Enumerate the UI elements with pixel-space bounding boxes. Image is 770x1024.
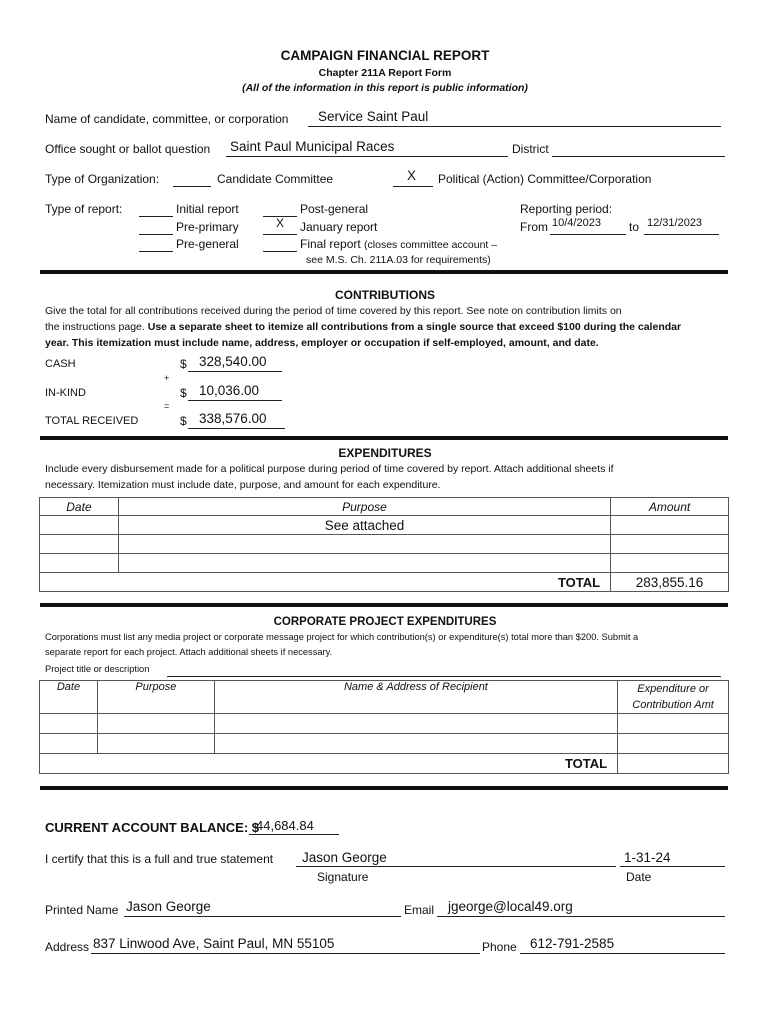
reporting-period-label: Reporting period: [520,202,613,216]
signature-underline [296,866,616,867]
table-header-row [40,681,729,714]
row-date[interactable] [40,714,98,734]
plus-sign: + [164,373,170,383]
printed-name-label: Printed Name [45,903,119,917]
date-underline [620,866,725,867]
balance-field[interactable]: 44,684.84 [256,818,314,833]
email-label: Email [404,903,435,917]
january-report-checkbox[interactable]: X [276,216,285,230]
date-label: Date [626,870,652,884]
equals-sign: = [164,401,170,411]
signature-field[interactable]: Jason George [302,850,387,865]
email-underline [437,916,725,917]
project-title-field[interactable] [167,676,721,677]
col-purpose: Purpose [118,498,610,516]
table-row[interactable] [40,734,729,754]
inkind-dollar-sign: $ [180,386,187,400]
final-report-checkbox[interactable] [263,251,297,252]
col-purpose: Purpose [97,681,214,714]
report-type-label: Type of report: [45,202,123,216]
col-date: Date [40,681,98,714]
contributions-text-2b: Use a separate sheet to itemize all contributions from a single source that exceed $100 during the calendar [147,321,682,333]
candidate-name-underline [308,126,721,127]
page-subtitle: Chapter 211A Report Form [318,67,452,79]
corporate-text-1: Corporations must list any media project or corporate message project for which contribution(s) or expenditure(s) total more than $200. Submit a [45,632,639,642]
section-divider [40,270,728,274]
row-date[interactable] [40,734,98,754]
col-amount-line-1: Expenditure or [637,683,709,695]
phone-field[interactable]: 612-791-2585 [530,936,615,951]
expenditures-table [39,497,729,592]
table-row[interactable] [40,554,729,573]
corporate-table [39,680,729,774]
contributions-text-2 [45,321,681,333]
pre-primary-label: Pre-primary [176,220,239,234]
post-general-label: Post-general [300,202,369,216]
row-date[interactable] [40,554,119,573]
pre-general-label: Pre-general [176,237,239,251]
candidate-name-field[interactable]: Service Saint Paul [318,109,429,124]
address-field[interactable]: 837 Linwood Ave, Saint Paul, MN 55105 [93,936,335,951]
corporate-heading: CORPORATE PROJECT EXPENDITURES [273,616,497,628]
contributions-text-2a: the instructions page. [45,321,148,333]
address-label: Address [45,940,90,954]
row-purpose[interactable] [97,714,214,734]
row-amount[interactable] [618,714,729,734]
corporate-total-field[interactable] [618,754,729,774]
office-label: Office sought or ballot question [45,142,211,156]
col-amount-line-2: Contribution Amt [632,699,714,711]
expenditures-text-1: Include every disbursement made for a political purpose during period of time covered by report. Attach additional sheets if [45,463,614,475]
total-received-label: TOTAL RECEIVED [45,415,139,427]
january-report-checkbox-line [263,234,297,235]
row-date[interactable] [40,535,119,554]
cash-field[interactable]: 328,540.00 [199,354,267,369]
row-recipient[interactable] [214,714,617,734]
district-field[interactable] [552,156,725,157]
table-row[interactable] [40,535,729,554]
address-underline [91,953,480,954]
inkind-underline [188,400,282,401]
to-label: to [629,220,640,234]
printed-name-field[interactable]: Jason George [126,899,211,914]
initial-report-checkbox[interactable] [139,216,173,217]
phone-underline [520,953,725,954]
total-received-field[interactable]: 338,576.00 [199,411,267,426]
col-recipient: Name & Address of Recipient [214,681,617,714]
balance-underline [249,834,339,835]
row-amount[interactable] [618,734,729,754]
contributions-text-3: year. This itemization must include name, address, employer or occupation if self-employed, amount, and date. [45,337,599,349]
office-underline [226,156,508,157]
phone-label: Phone [482,940,517,954]
expenditures-total-field[interactable]: 283,855.16 [611,573,729,592]
cash-dollar-sign: $ [180,357,187,371]
org-type-label: Type of Organization: [45,172,160,186]
total-received-underline [188,428,285,429]
table-total-row [40,754,729,774]
expenditures-heading: EXPENDITURES [338,446,432,460]
from-label: From [520,220,548,234]
total-dollar-sign: $ [180,414,187,428]
project-title-label: Project title or description [45,664,150,674]
pre-primary-checkbox[interactable] [139,234,173,235]
inkind-label: IN-KIND [45,387,86,399]
january-report-label: January report [300,220,378,234]
political-committee-checkbox-line [393,186,433,187]
table-total-row [40,573,729,592]
pre-general-checkbox[interactable] [139,251,173,252]
inkind-field[interactable]: 10,036.00 [199,383,260,398]
page-title: CAMPAIGN FINANCIAL REPORT [280,48,490,63]
row-recipient[interactable] [214,734,617,754]
row-amount[interactable] [611,554,729,573]
printed-name-underline [124,916,401,917]
corporate-text-2: separate report for each project. Attach additional sheets if necessary. [45,647,333,657]
balance-label: CURRENT ACCOUNT BALANCE: $ [45,820,260,835]
table-row[interactable] [40,516,729,535]
row-purpose[interactable] [97,734,214,754]
contributions-heading: CONTRIBUTIONS [335,288,435,302]
contributions-text-1: Give the total for all contributions received during the period of time covered by this report. See note on contribution limits on [45,305,622,317]
corporate-total-label: TOTAL [40,754,618,774]
candidate-committee-checkbox[interactable] [173,186,211,187]
office-field[interactable]: Saint Paul Municipal Races [230,139,395,154]
candidate-name-label: Name of candidate, committee, or corporation [45,112,289,126]
expenditures-text-2: necessary. Itemization must include date, purpose, and amount for each expenditure. [45,479,441,491]
final-report-text: Final report [300,237,361,251]
certify-label: I certify that this is a full and true statement [45,852,274,866]
final-report-note: (closes committee account – [364,239,498,251]
to-date-field[interactable]: 12/31/2023 [647,217,703,229]
final-report-label [300,237,497,251]
row-purpose[interactable] [118,535,610,554]
public-info-note: (All of the information in this report is public information) [242,82,528,94]
political-committee-checkbox[interactable]: X [407,168,417,183]
col-amount: Amount [611,498,729,516]
date-field[interactable]: 1-31-24 [624,850,671,865]
row-amount[interactable] [611,516,729,535]
table-header-row [40,498,729,516]
email-field[interactable]: jgeorge@local49.org [448,899,573,914]
district-label: District [512,142,549,156]
row-purpose[interactable] [118,554,610,573]
section-divider [40,603,728,607]
initial-report-label: Initial report [176,202,239,216]
expenditures-total-label: TOTAL [40,573,611,592]
candidate-committee-label: Candidate Committee [217,172,334,186]
row-amount[interactable] [611,535,729,554]
col-date: Date [40,498,119,516]
to-underline [644,234,719,235]
final-report-note-2: see M.S. Ch. 211A.03 for requirements) [306,254,491,266]
political-committee-label: Political (Action) Committee/Corporation [438,172,652,186]
signature-label: Signature [317,870,369,884]
table-row[interactable] [40,714,729,734]
cash-label: CASH [45,358,76,370]
row-date[interactable] [40,516,119,535]
from-date-field[interactable]: 10/4/2023 [552,217,601,229]
cash-underline [188,371,282,372]
section-divider [40,436,728,440]
from-underline [550,234,626,235]
col-amount [618,681,729,714]
row-purpose[interactable]: See attached [118,516,610,535]
section-divider [40,786,728,790]
